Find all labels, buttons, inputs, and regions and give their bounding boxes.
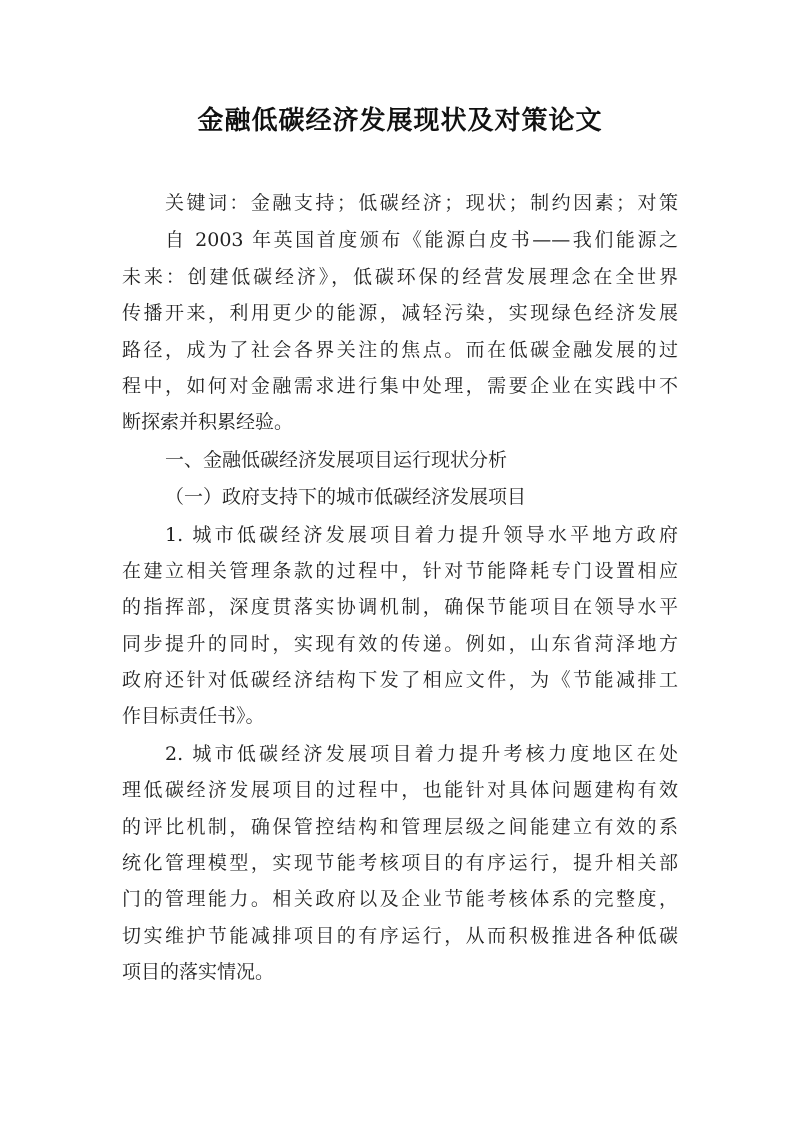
paragraph-point-1 <box>122 517 678 735</box>
text-line: 一、金融低碳经济发展项目运行现状分析 <box>165 448 508 471</box>
text-line: 项目的落实情况。 <box>122 961 275 984</box>
text-line: 自 2003 年英国首度颁布《能源白皮书——我们能源之 <box>165 229 678 252</box>
keywords-paragraph <box>122 185 678 221</box>
text-line: 的评比机制，确保管控结构和管理层级之间能建立有效的系 <box>122 815 678 838</box>
text-line: 1. 城市低碳经济发展项目着力提升领导水平地方政府 <box>165 523 678 546</box>
text-line: （一）政府支持下的城市低碳经济发展项目 <box>165 486 527 509</box>
text-line: 路径，成为了社会各界关注的焦点。而在低碳金融发展的过 <box>122 338 678 361</box>
text-line: 程中，如何对金融需求进行集中处理，需要企业在实践中不 <box>122 374 678 397</box>
text-line: 关键词：金融支持；低碳经济；现状；制约因素；对策 <box>165 192 678 214</box>
text-line: 门的管理能力。相关政府以及企业节能考核体系的完整度， <box>122 888 678 911</box>
document-title: 金融低碳经济发展现状及对策论文 <box>197 106 603 136</box>
text-line: 的指挥部，深度贯落实协调机制，确保节能项目在领导水平 <box>122 596 678 619</box>
text-line: 理低碳经济发展项目的过程中，也能针对具体问题建构有效 <box>122 779 678 802</box>
text-line: 统化管理模型，实现节能考核项目的有序运行，提升相关部 <box>122 852 678 875</box>
text-line: 2. 城市低碳经济发展项目着力提升考核力度地区在处 <box>165 742 678 765</box>
text-line: 政府还针对低碳经济结构下发了相应文件，为《节能减排工 <box>122 669 678 692</box>
text-line: 切实维护节能减排项目的有序运行，从而积极推进各种低碳 <box>122 924 678 947</box>
subsection-heading <box>122 479 678 515</box>
text-line: 在建立相关管理条款的过程中，针对节能降耗专门设置相应 <box>122 559 678 582</box>
text-line: 同步提升的同时，实现有效的传递。例如，山东省菏泽地方 <box>122 632 678 655</box>
paragraph-point-2 <box>122 736 678 991</box>
intro-paragraph <box>122 222 678 440</box>
text-line: 作目标责任书》。 <box>122 705 265 728</box>
text-line: 传播开来，利用更少的能源，减轻污染，实现绿色经济发展 <box>122 302 678 325</box>
text-line: 断探索并积累经验。 <box>122 411 294 434</box>
text-line: 未来：创建低碳经济》，低碳环保的经营发展理念在全世界 <box>122 265 678 288</box>
section-heading <box>122 442 678 478</box>
document-body <box>122 185 678 992</box>
